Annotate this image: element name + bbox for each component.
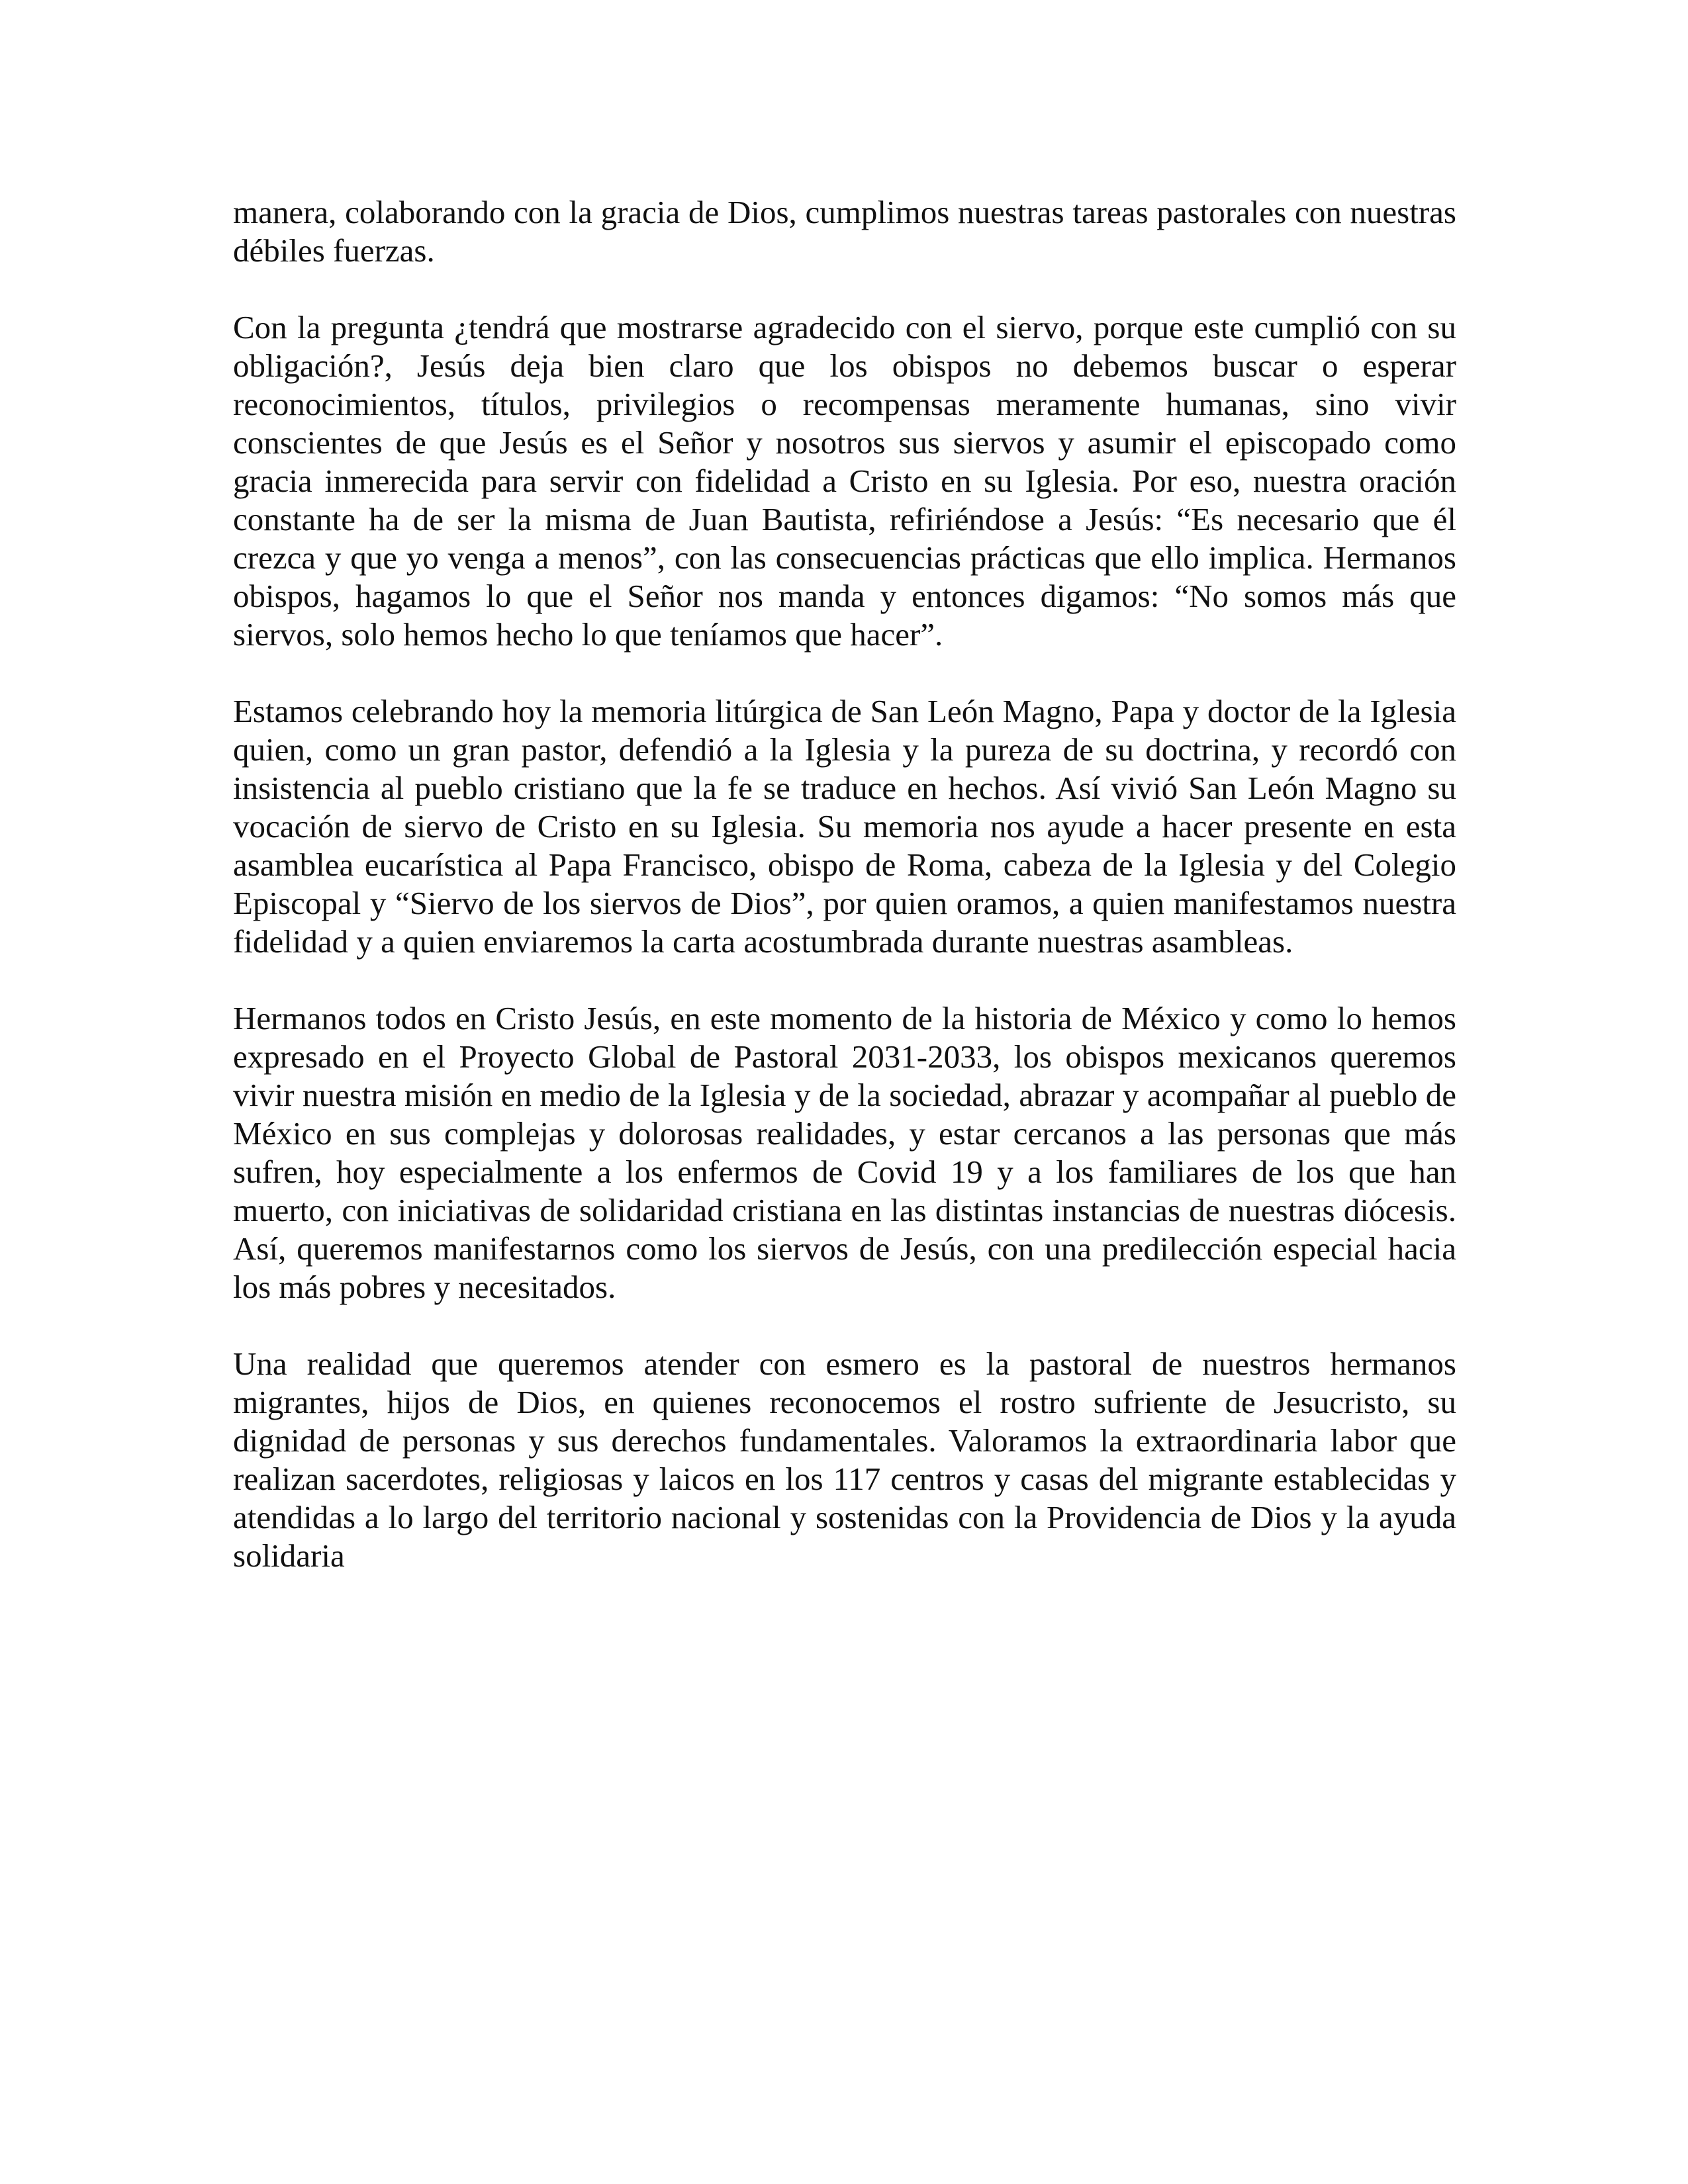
paragraph-2: Con la pregunta ¿tendrá que mostrarse agradecido con el siervo, porque este cumplió con su obligación?, Jesús deja bien claro que los obispos no debemos buscar o esperar reconocimientos, títulos, privilegios o recompensas meramente humanas, sino vivir conscientes de que Jesús es el Señor y nosotros sus siervos y asumir el episcopado como gracia inmerecida para servir con fidelidad a Cristo en su Iglesia. Por eso, nuestra oración constante ha de ser la misma de Juan Bautista, refiriéndose a Jesús: “Es necesario que él crezca y que yo venga a menos”, con las consecuencias prácticas que ello implica. Hermanos obispos, hagamos lo que el Señor nos manda y entonces digamos: “No somos más que siervos, solo hemos hecho lo que teníamos que hacer”.	[233, 309, 1456, 653]
document-page	[233, 193, 1456, 1575]
paragraph-3: Estamos celebrando hoy la memoria litúrgica de San León Magno, Papa y doctor de la Iglesia quien, como un gran pastor, defendió a la Iglesia y la pureza de su doctrina, y recordó con insistencia al pueblo cristiano que la fe se traduce en hechos. Así vivió San León Magno su vocación de siervo de Cristo en su Iglesia. Su memoria nos ayude a hacer presente en esta asamblea eucarística al Papa Francisco, obispo de Roma, cabeza de la Iglesia y del Colegio Episcopal y “Siervo de los siervos de Dios”, por quien oramos, a quien manifestamos nuestra fidelidad y a quien enviaremos la carta acostumbrada durante nuestras asambleas.	[233, 693, 1456, 960]
paragraph-1: manera, colaborando con la gracia de Dios, cumplimos nuestras tareas pastorales con nuestras débiles fuerzas.	[233, 194, 1456, 269]
paragraph-4: Hermanos todos en Cristo Jesús, en este momento de la historia de México y como lo hemos expresado en el Proyecto Global de Pastoral 2031-2033, los obispos mexicanos queremos vivir nuestra misión en medio de la Iglesia y de la sociedad, abrazar y acompañar al pueblo de México en sus complejas y dolorosas realidades, y estar cercanos a las personas que más sufren, hoy especialmente a los enfermos de Covid 19 y a los familiares de los que han muerto, con iniciativas de solidaridad cristiana en las distintas instancias de nuestras diócesis. Así, queremos manifestarnos como los siervos de Jesús, con una predilección especial hacia los más pobres y necesitados.	[233, 1000, 1456, 1305]
paragraph-5: Una realidad que queremos atender con esmero es la pastoral de nuestros hermanos migrantes, hijos de Dios, en quienes reconocemos el rostro sufriente de Jesucristo, su dignidad de personas y sus derechos fundamentales. Valoramos la extraordinaria labor que realizan sacerdotes, religiosas y laicos en los 117 centros y casas del migrante establecidas y atendidas a lo largo del territorio nacional y sostenidas con la Providencia de Dios y la ayuda solidaria	[233, 1345, 1456, 1574]
